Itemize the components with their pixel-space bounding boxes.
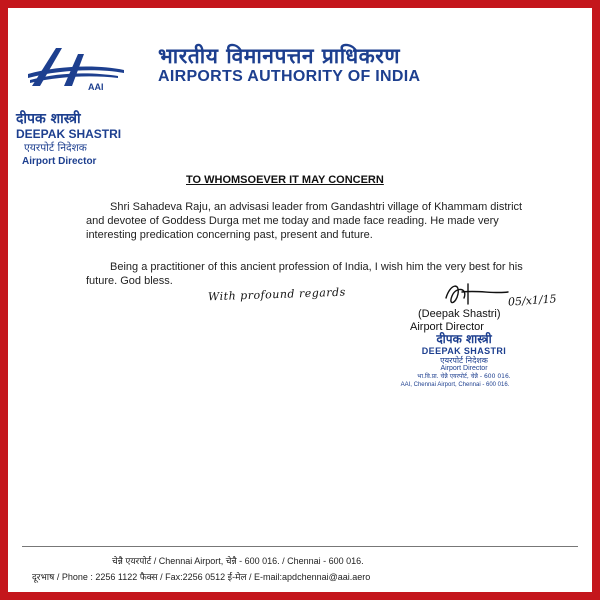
stamp-name-hindi: दीपक शास्त्री (436, 332, 492, 346)
aai-logo-icon (26, 44, 126, 92)
officer-role-hindi: एयरपोर्ट निदेशक (24, 142, 87, 154)
official-stamp (394, 333, 534, 389)
footer-address: चेन्नै एयरपोर्ट / Chennai Airport, चेन्नै - 600 016. / Chennai - 600 016. (112, 556, 364, 566)
letter-paragraph-2: Being a practitioner of this ancient profession of India, I wish him the very best for his future. God bless. (86, 261, 523, 287)
officer-name-english: DEEPAK SHASTRI (16, 127, 122, 141)
officer-role-english: Airport Director (22, 156, 97, 167)
footer-contact: दूरभाष / Phone : 2256 1122 फैक्स / Fax:2256 0512 ई-मेल / E-mail:apdchennai@aai.aero (32, 572, 371, 582)
svg-text:AAI: AAI (88, 82, 104, 92)
footer-divider (22, 546, 578, 547)
letterhead-title-hindi: भारतीय विमानपत्तन प्राधिकरण (158, 44, 401, 68)
stamp-address-hindi: भा.वि.प्रा. चेन्नै एयरपोर्ट, चेन्नै - 600 016. (417, 373, 511, 380)
officer-block (16, 111, 121, 168)
stamp-role-hindi: एयरपोर्ट निदेशक (440, 356, 488, 365)
signatory-role: Airport Director (410, 321, 484, 333)
handwritten-date: 05/x1/15 (507, 292, 558, 309)
handwritten-note: With profound regards (207, 285, 346, 304)
letter-page (8, 8, 592, 592)
stamp-role-english: Airport Director (440, 365, 488, 372)
stamp-name-english: DEEPAK SHASTRI (421, 346, 507, 356)
officer-name-hindi: दीपक शास्त्री (16, 111, 81, 127)
signatory-name: (Deepak Shastri) (418, 308, 501, 320)
letter-paragraph-1: Shri Sahadeva Raju, an advisasi leader from Gandashtri village of Khammam district and devotee of Goddess Durga met me today and made face reading. He made very interesting predication concerning past, present and future. (86, 201, 523, 241)
letterhead-title-english: AIRPORTS AUTHORITY OF INDIA (158, 68, 421, 85)
letter-subject: TO WHOMSOEVER IT MAY CONCERN (186, 174, 384, 186)
stamp-address-english: AAI, Chennai Airport, Chennai - 600 016. (400, 382, 510, 388)
